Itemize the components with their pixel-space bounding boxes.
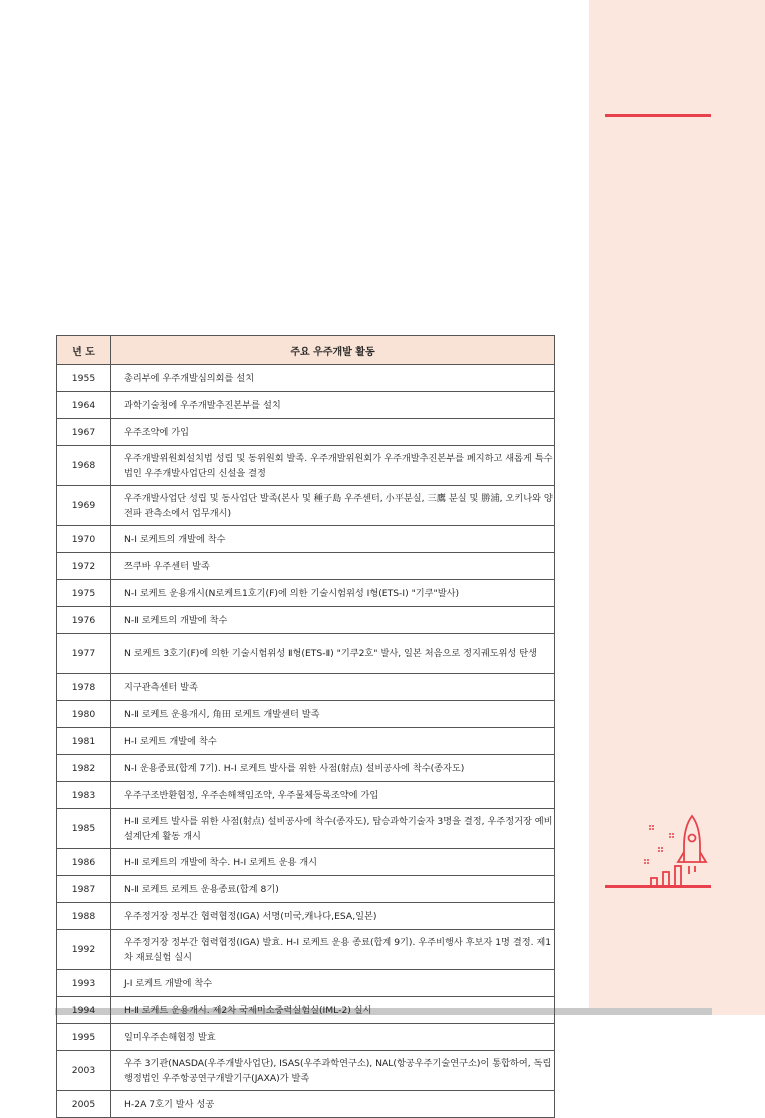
year-cell: 1994	[57, 997, 111, 1024]
year-cell: 1969	[57, 486, 111, 526]
activity-cell: H-Ⅱ 로케트 발사를 위한 사점(射点) 설비공사에 착수(종자도), 탑승과학기술자 3명을 결정, 우주정거장 예비설계단계 활동 개시	[111, 809, 555, 849]
accent-line-bottom	[605, 885, 711, 888]
table-row	[57, 997, 555, 1024]
table-row	[57, 970, 555, 997]
table-row	[57, 365, 555, 392]
year-cell: 1981	[57, 728, 111, 755]
activity-cell: N 로케트 3호기(F)에 의한 기술시험위성 Ⅱ형(ETS-Ⅱ) "기쿠2호" 발사, 일본 처음으로 정지궤도위성 탄생	[111, 634, 555, 674]
table-row	[57, 607, 555, 634]
activity-cell: 일미우주손해협정 발효	[111, 1024, 555, 1051]
activity-cell: H-Ⅰ 로케트 개발에 착수	[111, 728, 555, 755]
activity-cell: 총리부에 우주개발심의회를 설치	[111, 365, 555, 392]
year-cell: 1976	[57, 607, 111, 634]
activity-cell: N-Ⅱ 로케트 로케트 운용종료(합계 8기)	[111, 876, 555, 903]
table-row	[57, 580, 555, 607]
year-cell: 1987	[57, 876, 111, 903]
table-row	[57, 526, 555, 553]
table-row	[57, 1051, 555, 1091]
activity-cell: H-2A 7호기 발사 성공	[111, 1091, 555, 1118]
activity-cell: N-Ⅱ 로케트의 개발에 착수	[111, 607, 555, 634]
year-cell: 1988	[57, 903, 111, 930]
year-cell: 1975	[57, 580, 111, 607]
year-cell: 1955	[57, 365, 111, 392]
activity-cell: 우주구조반환협정, 우주손해책임조약, 우주물체등록조약에 가입	[111, 782, 555, 809]
activity-cell: H-Ⅱ 로케트의 개발에 착수. H-Ⅰ 로케트 운용 개시	[111, 849, 555, 876]
table-row	[57, 1024, 555, 1051]
table-row	[57, 446, 555, 486]
activity-cell: 우주개발사업단 성립 및 동사업단 발족(본사 및 種子島 우주센터, 小平분실, 三鷹 분실 및 勝浦, 오키나와 양 전파 관측소에서 업무개시)	[111, 486, 555, 526]
year-column-header: 년 도	[57, 336, 111, 365]
year-cell: 2003	[57, 1051, 111, 1091]
activity-cell: 쯔쿠바 우주센터 발족	[111, 553, 555, 580]
table-row	[57, 755, 555, 782]
year-cell: 1964	[57, 392, 111, 419]
table-row	[57, 392, 555, 419]
activity-cell: 우주정거장 정부간 협력협정(IGA) 서명(미국,캐나다,ESA,일본)	[111, 903, 555, 930]
table-row	[57, 701, 555, 728]
table-header-row	[57, 336, 555, 365]
year-cell: 2005	[57, 1091, 111, 1118]
table-row	[57, 728, 555, 755]
year-cell: 1980	[57, 701, 111, 728]
table-row	[57, 782, 555, 809]
table-row	[57, 553, 555, 580]
year-cell: 1986	[57, 849, 111, 876]
activity-column-header: 주요 우주개발 활동	[111, 336, 555, 365]
year-cell: 1985	[57, 809, 111, 849]
activity-cell: 지구관측센터 발족	[111, 674, 555, 701]
table-row	[57, 903, 555, 930]
year-cell: 1967	[57, 419, 111, 446]
activity-cell: N-Ⅱ 로케트 운용개시, 角田 로케트 개발센터 발족	[111, 701, 555, 728]
year-cell: 1993	[57, 970, 111, 997]
activity-cell: N-Ⅰ 로케트의 개발에 착수	[111, 526, 555, 553]
table-row	[57, 809, 555, 849]
activity-cell: N-Ⅰ 운용종료(합계 7기). H-Ⅰ 로케트 발사를 위한 사점(射点) 설비공사에 착수(종자도)	[111, 755, 555, 782]
table-row	[57, 674, 555, 701]
year-cell: 1983	[57, 782, 111, 809]
space-history-table	[56, 335, 555, 1118]
rocket-icon	[640, 812, 712, 888]
table-row	[57, 849, 555, 876]
activity-cell: 우주개발위원회설치법 성립 및 동위원회 발족. 우주개발위원회가 우주개발추진본부를 폐지하고 새롭게 특수법인 우주개발사업단의 신설을 결정	[111, 446, 555, 486]
accent-line-top	[605, 114, 711, 117]
table-row	[57, 930, 555, 970]
year-cell: 1968	[57, 446, 111, 486]
activity-cell: 우주조약에 가입	[111, 419, 555, 446]
year-cell: 1978	[57, 674, 111, 701]
activity-cell: H-Ⅱ 로케트 운용개시. 제2차 국제미소중력실험실(IML-2) 실시	[111, 997, 555, 1024]
activity-cell: 과학기술청에 우주개발추진본부를 설치	[111, 392, 555, 419]
table-row	[57, 876, 555, 903]
year-cell: 1970	[57, 526, 111, 553]
table-row	[57, 419, 555, 446]
activity-cell: 우주 3기관(NASDA(우주개발사업단), ISAS(우주과학연구소), NAL(항공우주기술연구소)이 통합하여, 독립행정법인 우주항공연구개발기구(JAXA)가 발족	[111, 1051, 555, 1091]
year-cell: 1982	[57, 755, 111, 782]
table-row	[57, 634, 555, 674]
table-row	[57, 486, 555, 526]
activity-cell: N-Ⅰ 로케트 운용개시(N로케트1호기(F)에 의한 기술시험위성 Ⅰ형(ETS-Ⅰ) "기쿠"발사)	[111, 580, 555, 607]
activity-cell: J-Ⅰ 로케트 개발에 착수	[111, 970, 555, 997]
year-cell: 1995	[57, 1024, 111, 1051]
year-cell: 1972	[57, 553, 111, 580]
activity-cell: 우주정거장 정부간 협력협정(IGA) 발효. H-Ⅰ 로케트 운용 종료(합계 9기). 우주비행사 후보자 1명 결정. 제1차 재료실험 실시	[111, 930, 555, 970]
year-cell: 1992	[57, 930, 111, 970]
table-row	[57, 1091, 555, 1118]
year-cell: 1977	[57, 634, 111, 674]
